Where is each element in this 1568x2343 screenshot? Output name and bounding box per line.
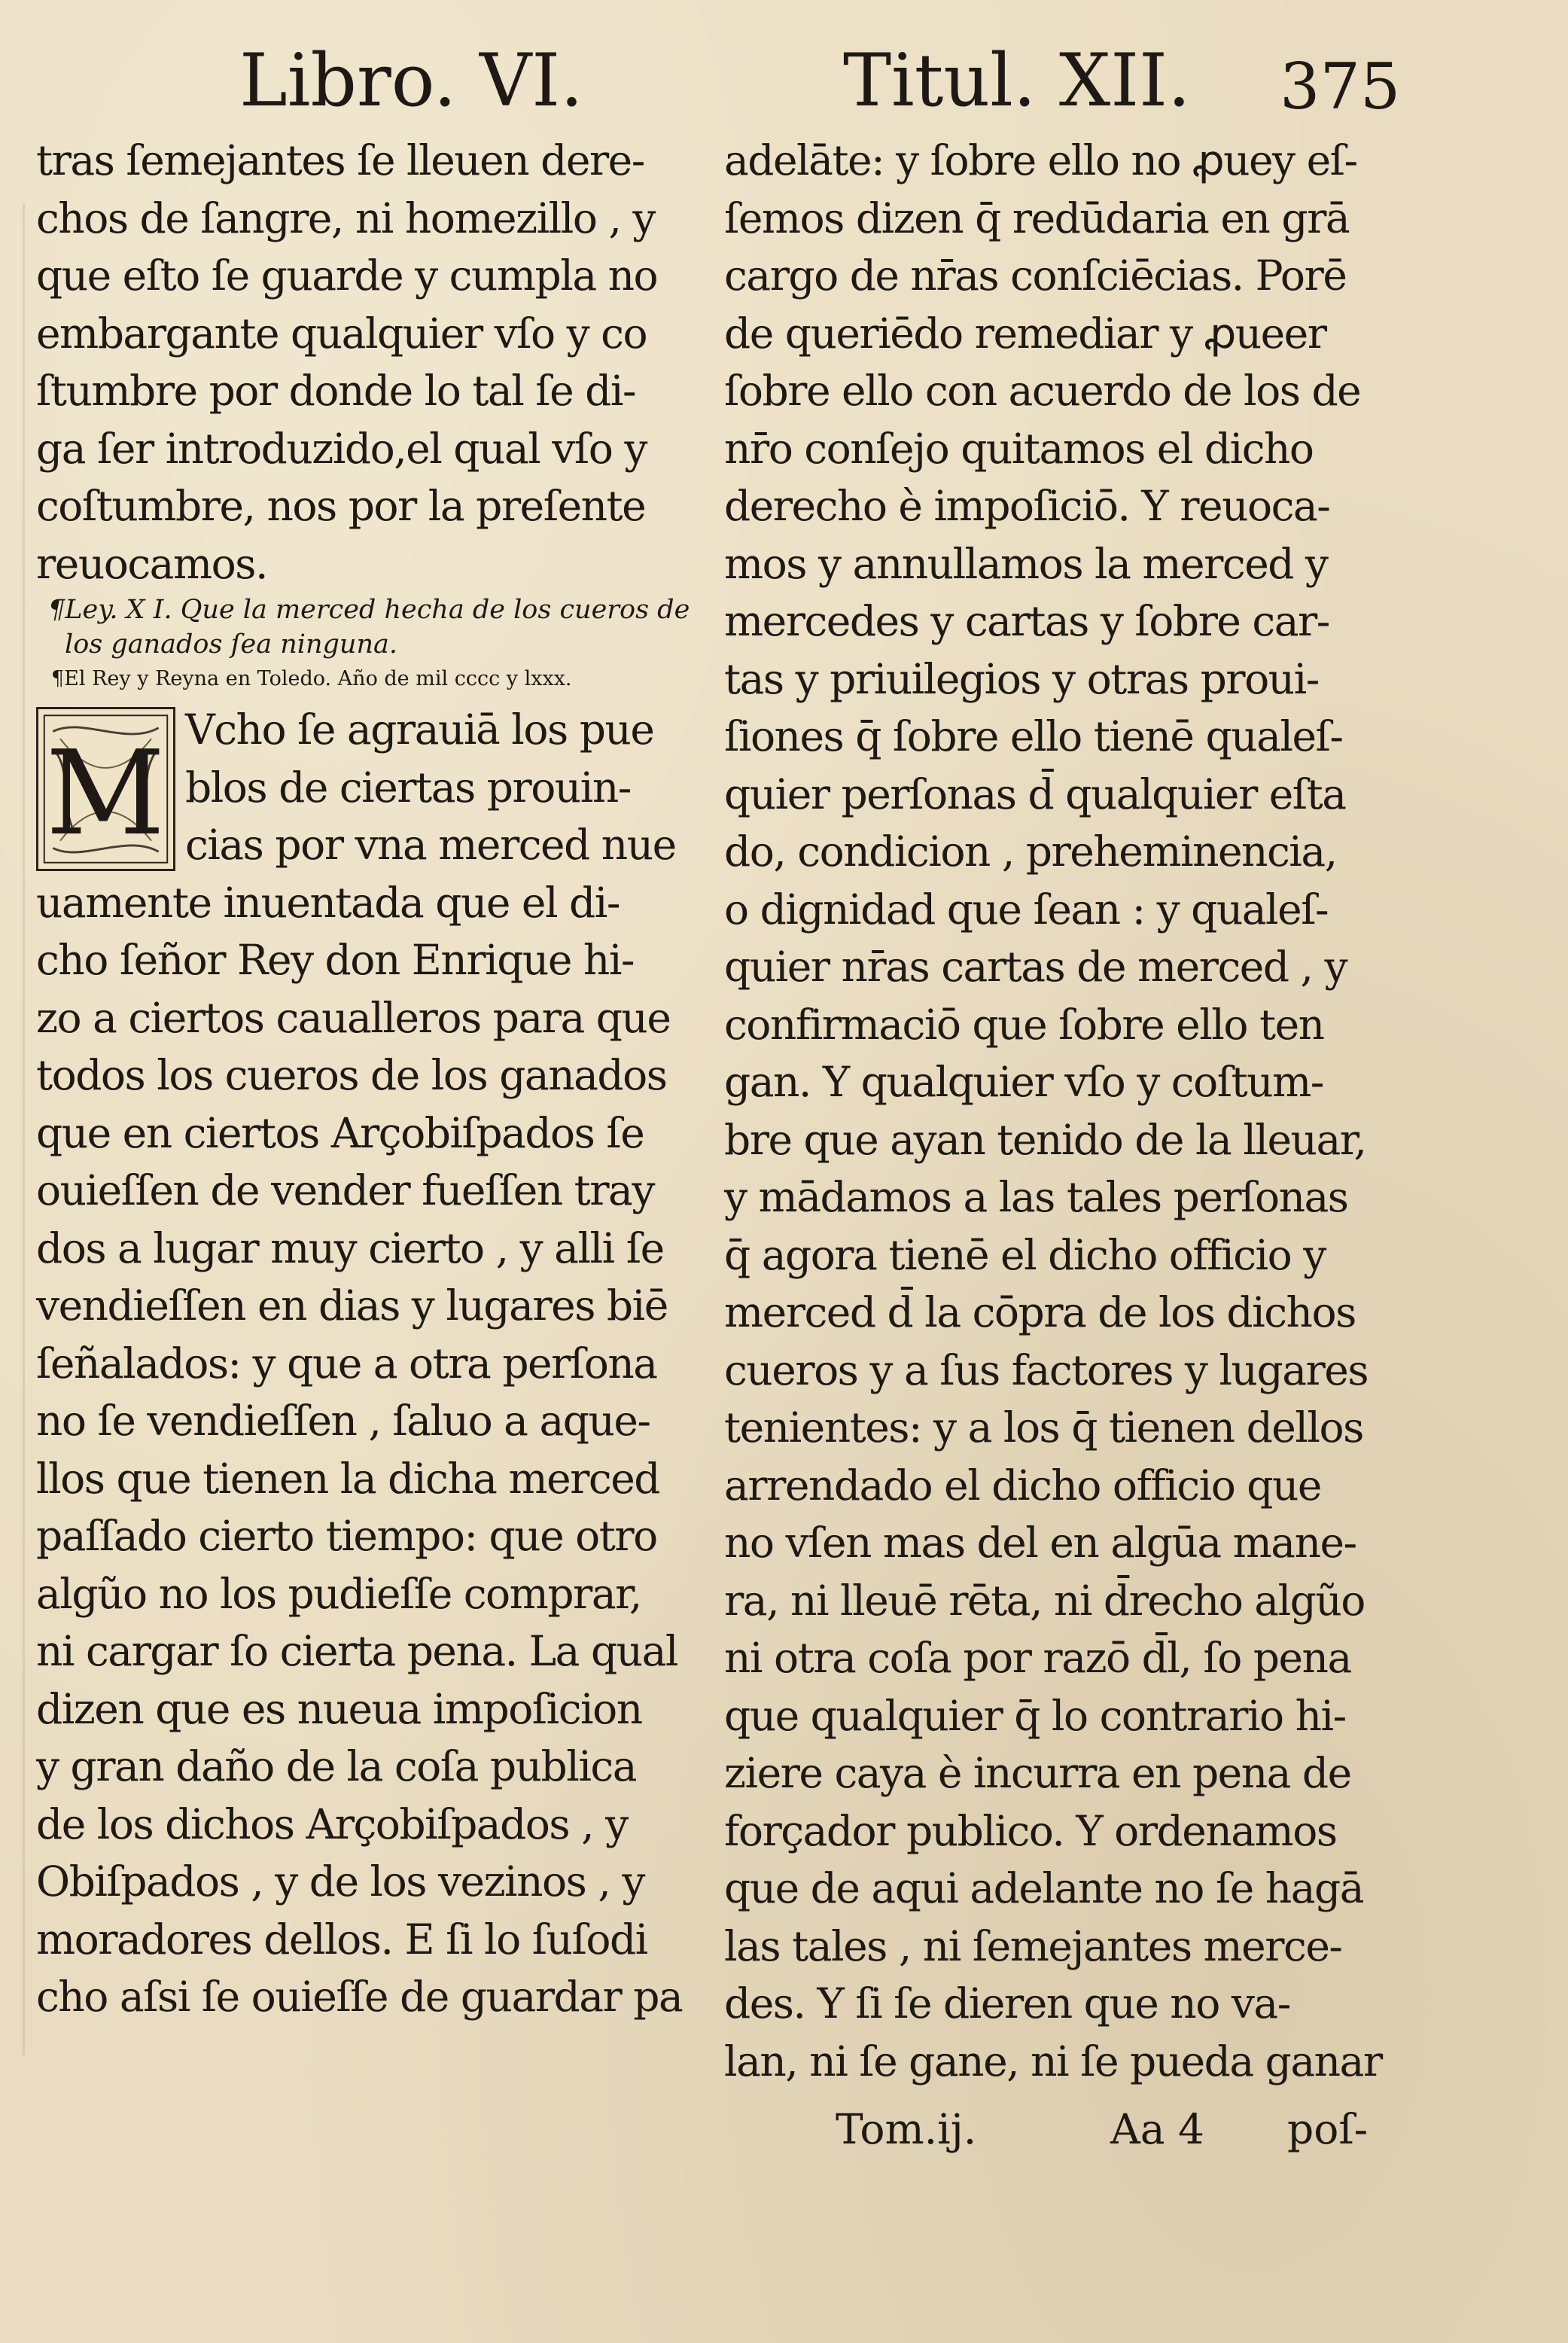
text-line: coſtumbre, nos por la preſente [36, 482, 646, 530]
text-line: ouieſſen de vender fueſſen tray [36, 1166, 654, 1214]
text-line: de los dichos Arçobiſpados , y [36, 1799, 628, 1848]
text-line: moradores dellos. E ſi lo ſuſodi [36, 1915, 647, 1964]
text-line: no vſen mas del en algūa mane- [724, 1519, 1356, 1567]
text-line: do, condicion , preheminencia, [724, 827, 1337, 876]
text-line: ſiones q̄ ſobre ello tienē qualeſ- [724, 712, 1343, 760]
text-line: cho aſsi ſe ouieſſe de guardar pa [36, 1973, 683, 2021]
text-line: de queriēdo remediar y ꝓueer [724, 309, 1326, 358]
text-line: ſemos dizen q̄ redūdaria en grā [724, 193, 1350, 242]
running-head-title: Titul. XII. [843, 38, 1191, 123]
text-line: algũo no los pudieſſe comprar, [36, 1569, 641, 1618]
text-line: cias por vna merced nue [185, 821, 676, 869]
text-line: Obiſpados , y de los vezinos , y [36, 1857, 644, 1906]
text-line: cargo de nr̄as conſciēcias. Porē [724, 251, 1347, 300]
ornament-icon [38, 709, 173, 869]
text-line: reuocamos. [36, 539, 267, 588]
text-block-before-law [36, 132, 684, 593]
text-line: des. Y ſi ſe dieren que no va- [724, 1979, 1290, 2028]
text-line: ſeñalados: y que a otra perſona [36, 1339, 657, 1388]
text-line: zo a ciertos caualleros para que [36, 993, 671, 1042]
text-line: que en ciertos Arçobiſpados ſe [36, 1108, 644, 1157]
text-line: que qualquier q̄ lo contrario hi- [724, 1691, 1346, 1740]
text-line: derecho è impoſiciō. Y reuoca- [724, 482, 1330, 530]
text-line: llos que tienen la dicha merced [36, 1454, 659, 1503]
text-line: confirmaciō que ſobre ello ten [724, 1000, 1324, 1049]
text-line: dos a lugar muy cierto , y alli ſe [36, 1223, 664, 1272]
text-line: o dignidad que ſean : y qualeſ- [724, 885, 1329, 934]
text-line: tenientes: y a los q̄ tienen dellos [724, 1403, 1363, 1452]
text-line: adelāte: y ſobre ello no ꝓuey eſ- [724, 136, 1357, 184]
text-line: y mādamos a las tales perſonas [724, 1173, 1348, 1221]
text-line: todos los cueros de los ganados [36, 1051, 667, 1099]
text-line: ni cargar ſo cierta pena. La qual [36, 1627, 677, 1675]
law-heading-line-2: los ganados ſea ninguna. [65, 629, 398, 660]
text-line: mos y annullamos la merced y [724, 539, 1328, 588]
right-column [724, 132, 1387, 2090]
text-line: ga ſer introduzido,el qual vſo y [36, 424, 647, 473]
text-line: chos de ſangre, ni homezillo , y [36, 193, 655, 242]
text-line: Vcho ſe agrauiā los pue [185, 705, 654, 754]
text-line: lan, ni ſe gane, ni ſe pueda ganar [724, 2037, 1382, 2086]
text-line: ni otra coſa por razō d̄l, ſo pena [724, 1634, 1351, 1682]
text-line: gan. Y qualquier vſo y coſtum- [724, 1058, 1323, 1106]
law-opening [36, 701, 684, 874]
text-line: ſtumbre por donde lo tal ſe di- [36, 367, 636, 415]
text-block-right [724, 132, 1387, 2090]
text-line: vendieſſen en dias y lugares biē [36, 1281, 668, 1330]
text-line: y gran daño de la coſa publica [36, 1742, 637, 1790]
text-line: nr̄o conſejo quitamos el dicho [724, 424, 1314, 473]
text-line: quier perſonas d̄ qualquier eſta [724, 769, 1346, 818]
text-line: ziere caya è incurra en pena de [724, 1749, 1351, 1797]
text-line: mercedes y cartas y ſobre car- [724, 597, 1329, 645]
text-line: arrendado el dicho officio que [724, 1461, 1321, 1510]
text-line: uamente inuentada que el di- [36, 878, 620, 927]
running-head-book: Libro. VI. [239, 38, 583, 123]
text-line: dizen que es nueua impoſicion [36, 1684, 642, 1733]
decorated-initial [36, 707, 175, 871]
text-line: tras ſemejantes ſe lleuen dere- [36, 136, 644, 184]
text-line: forçador publico. Y ordenamos [724, 1806, 1337, 1855]
volume-signature: Tom.ij. [836, 2105, 977, 2153]
text-line: que de aqui adelante no ſe hagā [724, 1864, 1363, 1912]
text-line: las tales , ni ſemejantes merce- [724, 1921, 1342, 1970]
text-line: embargante qualquier vſo y co [36, 309, 647, 358]
text-line: que eſto ſe guarde y cumpla no [36, 251, 658, 300]
text-line: cueros y a ſus factores y lugares [724, 1345, 1369, 1394]
text-line: no ſe vendieſſen , ſaluo a aque- [36, 1397, 650, 1445]
catchword: poſ- [1287, 2105, 1369, 2153]
text-line: paſſado cierto tiempo: que otro [36, 1512, 657, 1560]
text-line: bre que ayan tenido de la lleuar, [724, 1115, 1366, 1164]
left-column [36, 132, 690, 2026]
text-line: ra, ni lleuē rēta, ni d̄recho algũo [724, 1576, 1365, 1625]
initial-letter: M [45, 725, 166, 862]
text-line: tas y priuilegios y otras proui- [724, 654, 1319, 703]
folio-number: 375 [1280, 50, 1401, 123]
quire-signature: Aa 4 [1110, 2105, 1204, 2153]
text-line: merced d̄ la cōpra de los dichos [724, 1288, 1356, 1336]
text-line: blos de ciertas prouin- [185, 763, 631, 812]
text-block-law [36, 874, 684, 2026]
law-heading-line-1: ¶Ley. X I. Que la merced hecha de los cueros de [48, 595, 690, 625]
gutter-shadow [23, 203, 25, 2055]
law-source-note: ¶El Rey y Reyna en Toledo. Año de mil cccc y lxxx. [51, 667, 572, 690]
text-line: cho ſeñor Rey don Enrique hi- [36, 936, 634, 984]
text-line: ſobre ello con acuerdo de los de [724, 367, 1361, 415]
text-line: quier nr̄as cartas de merced , y [724, 943, 1347, 991]
text-line: q̄ agora tienē el dicho officio y [724, 1230, 1326, 1279]
